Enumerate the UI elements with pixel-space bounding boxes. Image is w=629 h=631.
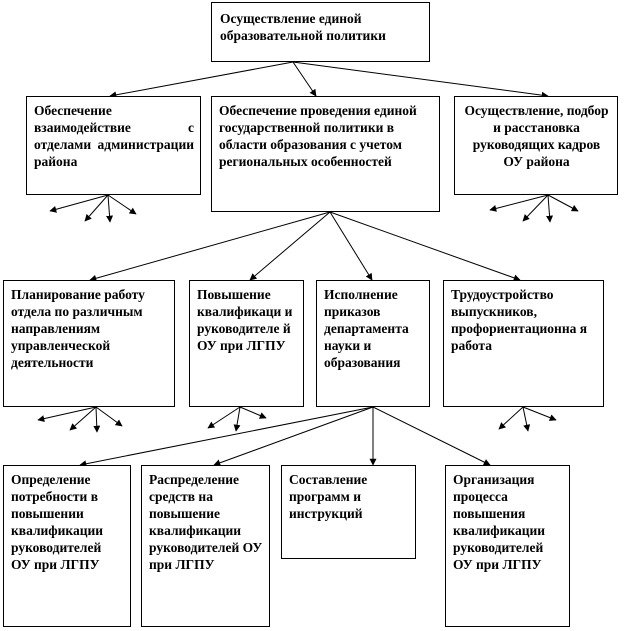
level2-label-employment: Трудоустройство выпускников, профориентационна я работа [451,287,588,353]
level2-label-orders: Исполнение приказов департамента науки и образования [324,287,409,370]
level3-box-needs [3,465,131,627]
level3-label-needs: Определение потребности в повышении квалификации руководителей ОУ при ЛГПУ [11,472,104,572]
connector-arrow-22 [96,407,97,432]
level3-box-funds [141,465,270,627]
connector-arrow-4 [90,212,330,280]
connector-arrow-29 [523,407,556,420]
connector-arrow-16 [490,195,548,210]
connector-arrow-5 [250,212,330,280]
connector-arrow-2 [293,62,316,96]
level2-label-qualification: Повышение квалификаци и руководителе й ОУ при ЛГПУ [197,287,293,353]
level1-label-interaction: Обеспечение взаимодействие с отделами администрации района [34,103,194,169]
level1-box-personnel [454,96,618,195]
connector-arrow-13 [85,195,108,221]
level2-box-orders [316,280,430,407]
level1-box-state-policy [211,96,440,212]
level1-label-personnel: Осуществление, подбор и расстановка руководящих кадров ОУ района [464,103,609,169]
connector-arrow-26 [240,407,266,418]
level3-label-organization: Организация процесса повышения квалификации руководителей ОУ при ЛГПУ [453,472,546,572]
connector-arrow-17 [523,195,548,221]
connector-arrow-11 [373,407,490,465]
level3-box-organization [445,465,570,627]
level2-box-employment [443,280,604,407]
connector-arrow-3 [293,62,548,96]
connector-arrow-15 [108,195,136,214]
connector-arrow-20 [38,407,96,420]
level1-label-state-policy: Обеспечение проведения единой государственной политики в области образования с учетом региональных особенностей [219,103,417,169]
connector-arrow-14 [108,195,110,222]
connector-arrow-23 [96,407,122,426]
connector-arrow-6 [330,212,372,280]
connector-arrow-24 [208,407,240,428]
connector-arrow-18 [548,195,550,222]
level2-box-planning [3,280,175,407]
connector-arrow-1 [110,62,293,96]
connector-arrow-9 [214,407,373,465]
connector-arrow-19 [548,195,578,211]
level3-box-programs [281,465,416,559]
root-box [211,2,430,62]
connector-arrow-12 [50,195,108,211]
connector-arrow-7 [330,212,520,280]
level3-label-funds: Распределение средств на повышение квалификации руководителей ОУ при ЛГПУ [149,472,263,572]
root-label: Осуществление единой образовательной политики [220,11,386,43]
level2-label-planning: Планирование работу отдела по различным направлениям управленческой деятельности [11,287,145,370]
connector-arrow-28 [523,407,528,431]
level2-box-qualification [189,280,304,407]
connector-arrow-27 [499,407,523,429]
level1-box-interaction [26,96,201,195]
connector-arrow-21 [70,407,96,430]
connector-arrow-25 [236,407,240,431]
level3-label-programs: Составление программ и инструкций [289,472,368,521]
